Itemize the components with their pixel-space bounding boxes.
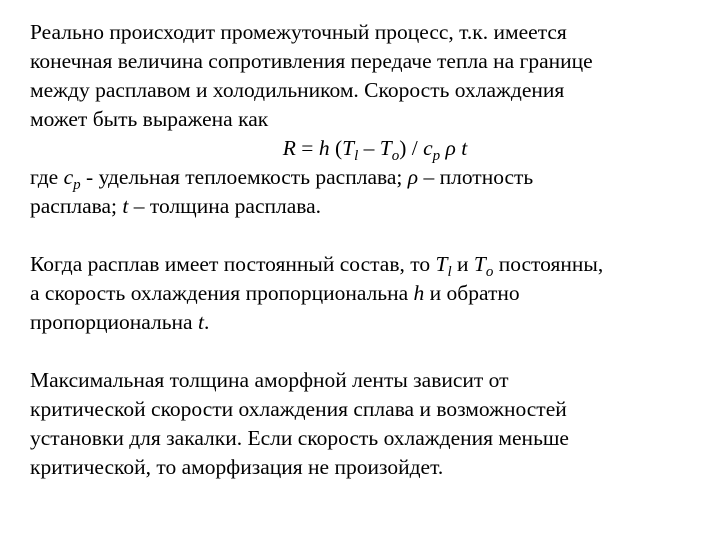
symbol-rho: ρ xyxy=(407,165,419,189)
formula-T1-sub: l xyxy=(354,148,359,164)
text-line: установки для закалки. Если скорость охлаждения меньше xyxy=(30,426,569,450)
formula-open: ( xyxy=(329,136,343,160)
symbol-h: h xyxy=(413,281,425,305)
formula-c: c xyxy=(423,136,433,160)
text-line: критической скорости охлаждения сплава и возможностей xyxy=(30,397,567,421)
text-line: конечная величина сопротивления передаче тепла на границе xyxy=(30,49,593,73)
text-line-definitions-2 xyxy=(30,192,680,221)
symbol-t: t xyxy=(197,310,204,334)
formula-eq: = xyxy=(295,136,319,160)
paragraph-gap xyxy=(30,221,680,250)
text-fragment: и обратно xyxy=(424,281,520,305)
text-fragment: - удельная теплоемкость расплава; xyxy=(80,165,408,189)
formula-R: R xyxy=(282,136,296,160)
text-line xyxy=(30,308,680,337)
text-line: Реально происходит промежуточный процесс, т.к. имеется xyxy=(30,20,567,44)
symbol-T2-sub: o xyxy=(485,264,494,280)
paragraph-cooling-rate xyxy=(30,18,680,221)
symbol-t: t xyxy=(122,194,129,218)
text-line xyxy=(30,250,680,279)
text-fragment: и xyxy=(451,252,474,276)
formula-minus: – xyxy=(358,136,380,160)
text-line: может быть выражена как xyxy=(30,107,269,131)
symbol-T2: T xyxy=(473,252,486,276)
paragraph-max-thickness xyxy=(30,366,680,482)
text-fragment: постоянны, xyxy=(493,252,604,276)
formula-T1: T xyxy=(342,136,355,160)
text-fragment: а скорость охлаждения пропорциональна xyxy=(30,281,414,305)
text-fragment: расплава; xyxy=(30,194,123,218)
text-fragment: где xyxy=(30,165,64,189)
symbol-c: c xyxy=(63,165,74,189)
formula-rho: ρ xyxy=(440,136,462,160)
symbol-c-sub: p xyxy=(73,177,81,193)
symbol-T1-sub: l xyxy=(447,264,452,280)
text-fragment: Когда расплав имеет постоянный состав, то xyxy=(30,252,436,276)
formula-c-sub: p xyxy=(432,148,441,164)
formula-T2-sub: o xyxy=(391,148,400,164)
paragraph-gap xyxy=(30,337,680,366)
paragraph-proportionality xyxy=(30,250,680,337)
text-line-definitions xyxy=(30,163,680,192)
formula-close: ) / xyxy=(399,136,424,160)
text-fragment: пропорциональна xyxy=(30,310,198,334)
text-line xyxy=(30,279,680,308)
formula-h: h xyxy=(318,136,330,160)
formula-T2: T xyxy=(379,136,392,160)
text-line: Максимальная толщина аморфной ленты зависит от xyxy=(30,368,509,392)
text-fragment: . xyxy=(203,310,210,334)
text-line: критической, то аморфизация не произойдет. xyxy=(30,455,444,479)
symbol-T1: T xyxy=(435,252,448,276)
text-fragment: – толщина расплава. xyxy=(128,194,322,218)
cooling-rate-formula xyxy=(30,134,680,163)
text-fragment: – плотность xyxy=(418,165,534,189)
text-line: между расплавом и холодильником. Скорость охлаждения xyxy=(30,78,565,102)
formula-t: t xyxy=(461,136,468,160)
